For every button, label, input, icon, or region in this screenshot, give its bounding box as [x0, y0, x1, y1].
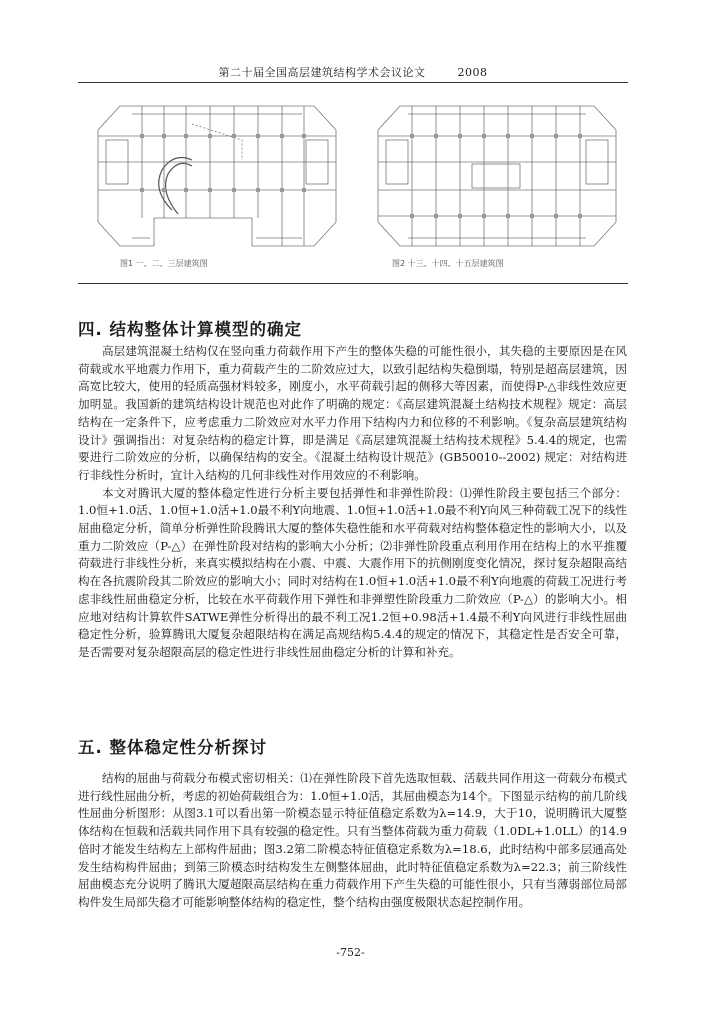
paragraph: 高层建筑混凝土结构仅在竖向重力荷载作用下产生的整体失稳的可能性很小，其失稳的主要原因是在风荷载或水平地震力作用下，重力荷载产生的二阶效应过大，以致引起结构失稳倒塌，特别是超高层建筑，因高宽比较大，使用的轻质高强材料较多，刚度小，水平荷载引起的侧移大等因素，而使得P-△非线性效应更加明显。我国新的建筑结构设计规范也对此作了明确的规定：《高层建筑混凝土结构技术规程》规定：高层结构在一定条件下，应考虑重力二阶效应对水平力作用下结构内力和位移的不利影响。《复杂高层建筑结构设计》强调指出：对复杂结构的稳定计算，即是满足《高层建筑混凝土结构技术规程》5.4.4的规定，也需要进行二阶效应的分析，以确保结构的安全。《混凝土结构设计规范》(GB50010--2002) 规定：对结构进行非线性分析时，宜计入结构的几何非线性对作用效应的不利影响。	[78, 344, 627, 482]
figure-1-floor-plan	[92, 100, 342, 252]
floor-plan-1-drawing	[92, 100, 342, 252]
header-rule	[78, 82, 628, 83]
header-year: 2008	[457, 66, 488, 79]
paragraph: 本文对腾讯大厦的整体稳定性进行分析主要包括弹性和非弹性阶段：⑴弹性阶段主要包括三个部分：1.0恒+1.0活、1.0恒+1.0活+1.0最不利Y向地震、1.0恒+1.0活+1.0最不利Y向风三种荷载工况下的线性屈曲稳定分析，简单分析弹性阶段腾讯大厦的整体失稳性能和水平荷载对结构整体稳定性的影响大小，以及重力二阶效应（P-△）在弹性阶段对结构的影响大小分析；⑵非弹性阶段重点利用作用在结构上的水平推覆荷载进行非线性分析，来真实模拟结构在小震、中震、大震作用下的抗侧刚度变化情况，探讨复杂超限高结构在各抗震阶段其二阶效应的影响大小；同时对结构在1.0恒+1.0活+1.0最不利Y向地震的荷载工况进行考虑非线性屈曲稳定分析，比较在水平荷载作用下弹性和非弹塑性阶段重力二阶效应（P-△）的影响大小。相应地对结构计算软件SATWE弹性分析得出的最不利工况1.2恒+0.98活+1.4最不利Y向风进行非线性屈曲稳定性分析，验算腾讯大厦复杂超限结构在满足高规结构5.4.4的规定的情况下，其稳定性是否安全可靠，是否需要对复杂超限高层的稳定性进行非线性屈曲稳定分析的计算和补充。	[78, 485, 627, 659]
page-number: -752-	[336, 946, 365, 959]
figure-1-caption: 图1 一、二、三层建筑图	[120, 259, 208, 268]
section-4-body	[78, 343, 627, 662]
figure-2-floor-plan	[372, 100, 622, 252]
section-5-title: 五. 整体稳定性分析探讨	[78, 738, 268, 757]
section-4-title: 四. 结构整体计算模型的确定	[78, 320, 303, 339]
floor-plan-2-drawing	[372, 100, 622, 252]
header-title: 第二十届全国高层建筑结构学术会议论文	[218, 66, 426, 79]
section-5-body	[78, 770, 627, 912]
figure-2-caption: 图2 十三、十四、十五层建筑图	[392, 259, 504, 268]
running-header	[78, 64, 628, 80]
figure-rule	[78, 283, 628, 284]
paragraph: 结构的屈曲与荷载分布模式密切相关：⑴在弹性阶段下首先选取恒载、活载共同作用这一荷载分布模式进行线性屈曲分析，考虑的初始荷载组合为：1.0恒+1.0活，其屈曲模态为14个。下图显示结构的前几阶线性屈曲分析图形：从图3.1可以看出第一阶模态显示特征值稳定系数为λ=14.9，大于10，说明腾讯大厦整体结构在恒载和活载共同作用下具有较强的稳定性。只有当整体荷载为重力荷载（1.0DL+1.0LL）的14.9倍时才能发生结构左上部构件屈曲；图3.2第二阶模态特征值稳定系数为λ=18.6，此时结构中部多层通高处发生结构构件屈曲；到第三阶模态时结构发生左侧整体屈曲，此时特征值稳定系数为λ=22.3；前三阶线性屈曲模态充分说明了腾讯大厦超限高层结构在重力荷载作用下产生失稳的可能性很小，只有当薄弱部位局部构件发生局部失稳才可能影响整体结构的稳定性，整个结构由强度极限状态起控制作用。	[78, 771, 627, 909]
